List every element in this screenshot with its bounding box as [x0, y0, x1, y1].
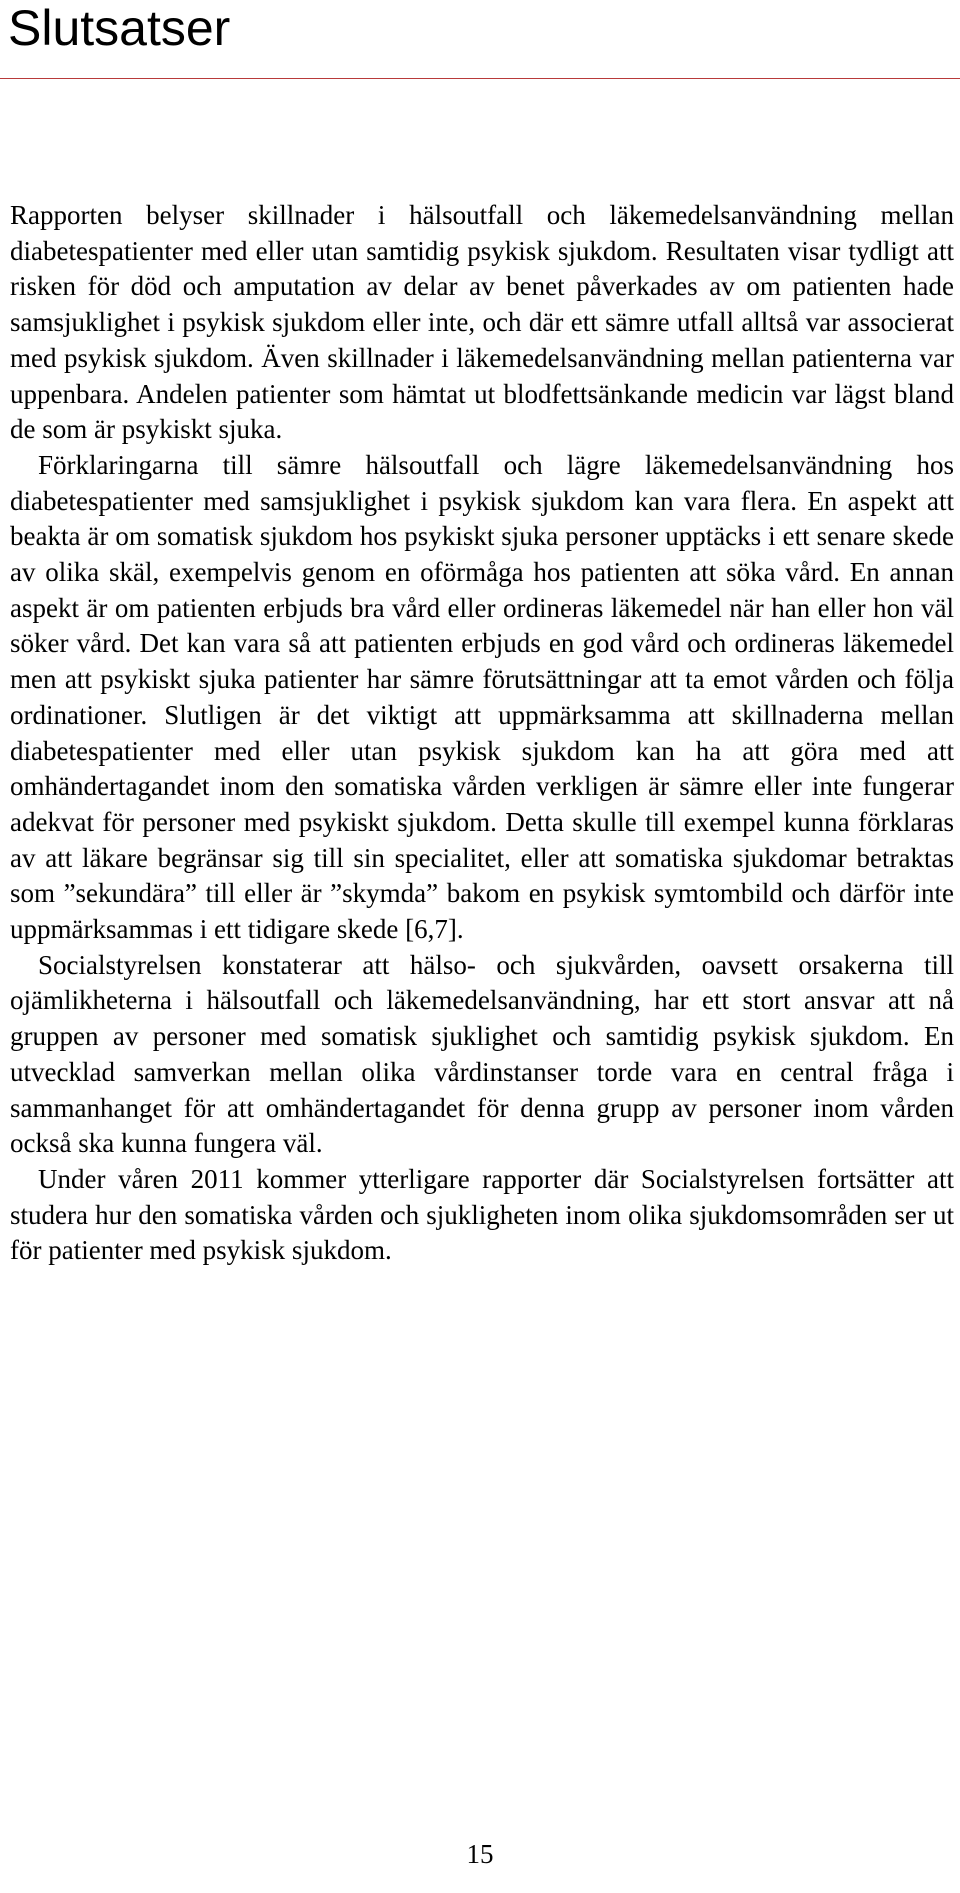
page-title: Slutsatser — [8, 0, 231, 56]
paragraph-4: Under våren 2011 kommer ytterligare rapporter där Socialstyrelsen fortsätter att studera hur den somatiska vården och sjukligheten inom olika sjukdomsområden ser ut för patienter med psykisk sjukdom. — [10, 1163, 954, 1266]
heading-rule — [0, 78, 960, 79]
paragraph-2: Förklaringarna till sämre hälsoutfall och lägre läkemedelsanvändning hos diabetespatienter med samsjuklighet i psykisk sjukdom kan vara flera. En aspekt att beakta är om somatisk sjukdom hos psykiskt sjuka personer upptäcks i ett senare skede av olika skäl, exempelvis genom en oförmåga hos patienten att söka vård. En annan aspekt är om patienten erbjuds bra vård eller ordineras läkemedel när han eller hon väl söker vård. Det kan vara så att patienten erbjuds en god vård och ordineras läkemedel men att psykiskt sjuka patienter har sämre förutsättningar att ta emot vården och följa ordinationer. Slutligen är det viktigt att uppmärksamma att skillnaderna mellan diabetespatienter med eller utan psykisk sjukdom kan ha att göra med att omhändertagandet inom den somatiska vården verkligen är sämre eller inte fungerar adekvat för personer med psykiskt sjukdom. Detta skulle till exempel kunna förklaras av att läkare begränsar sig till sin specialitet, eller att somatiska sjukdomar betraktas som ”sekundära” till eller är ”skymda” bakom en psykisk symtombild och därför inte uppmärksammas i ett tidigare skede [6,7]. — [10, 449, 954, 945]
paragraph-1: Rapporten belyser skillnader i hälsoutfall och läkemedelsanvändning mellan diabetespatienter med eller utan samtidig psykisk sjukdom. Resultaten visar tydligt att risken för död och amputation av delar av benet påverkades av om patienten hade samsjuklighet i psykisk sjukdom eller inte, och där ett sämre utfall alltså var associerat med psykisk sjukdom. Även skillnader i läkemedelsanvändning mellan patienterna var uppenbara. Andelen patienter som hämtat ut blodfettsänkande medicin var lägst bland de som är psykiskt sjuka. — [10, 200, 954, 445]
paragraph-3: Socialstyrelsen konstaterar att hälso- och sjukvården, oavsett orsakerna till ojämlikheterna i hälsoutfall och läkemedelsanvändning, har ett stort ansvar att nå gruppen av personer med somatisk sjuklighet och samtidig psykisk sjukdom. En utvecklad samverkan mellan olika vårdinstanser torde vara en central fråga i sammanhanget för att omhändertagandet för denna grupp av personer inom vården också ska kunna fungera väl. — [10, 949, 954, 1159]
body-text — [10, 198, 954, 1269]
page-number: 15 — [466, 1839, 494, 1869]
page-number-container — [0, 1838, 960, 1870]
